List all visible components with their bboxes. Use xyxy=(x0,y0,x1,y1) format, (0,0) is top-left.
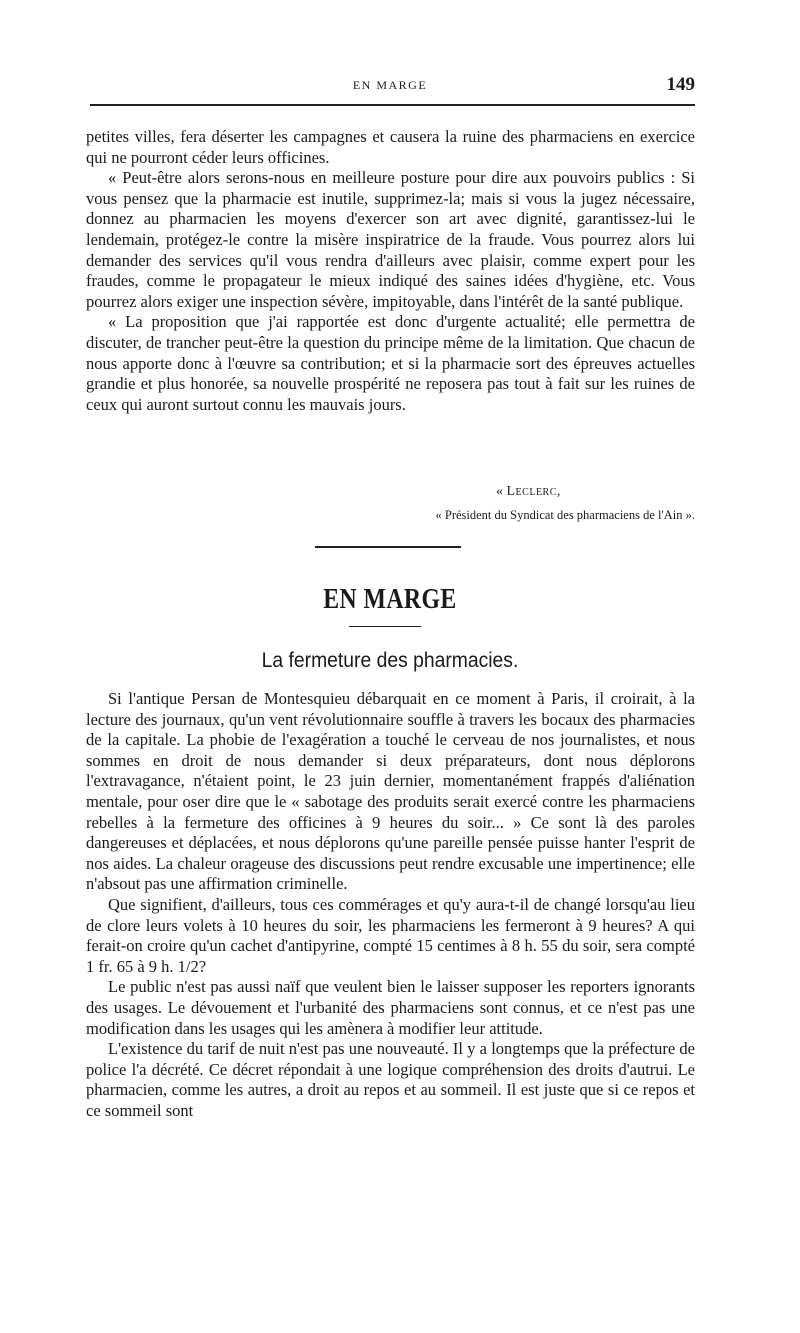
article-subtitle: La fermeture des pharmacies. xyxy=(261,649,519,672)
signature-quote-mark: « xyxy=(496,484,503,499)
section-title: EN MARGE xyxy=(323,583,457,615)
section-separator xyxy=(315,546,461,548)
signature xyxy=(496,484,561,500)
paragraph: petites villes, fera déserter les campagnes et causera la ruine des pharmaciens en exercice qui ne pourront céder leurs officines. xyxy=(86,127,695,167)
paragraph: Si l'antique Persan de Montesquieu débarquait en ce moment à Paris, il croirait, à la lecture des journaux, qu'un vent révolutionnaire souffle à travers les bocaux des pharmacies de la capitale. La phobie de l'exagération a touché le cerveau de nos journalistes, et nous sommes en droit de nous demander si deux préparateurs, dont nous déplorons l'extravagance, n'étaient point, le 23 juin dernier, momentanément frappés d'aliénation mentale, pour oser dire que le « sabotage des produits serait exercé contre les pharmaciens rebelles à la fermeture des officines à 9 heures du soir... » Ce sont là des paroles dangereuses et déplacées, et nous déplorons qu'une pareille pensée puisse hanter l'esprit de nos aides. La chaleur orageuse des discussions peut rendre excusable une impertinence; elle n'absout pas une affirmation criminelle. xyxy=(86,689,695,894)
header-rule xyxy=(90,104,695,106)
page-number: 149 xyxy=(666,74,695,95)
running-header xyxy=(85,76,695,98)
title-rule xyxy=(349,626,421,627)
signature-role: « Président du Syndicat des pharmaciens de l'Ain ». xyxy=(435,508,695,522)
paragraph: L'existence du tarif de nuit n'est pas une nouveauté. Il y a longtemps que la préfecture de police l'a décrété. Ce décret répondait à une logique compréhension des droits d'autrui. Le pharmacien, comme les autres, a droit au repos et au sommeil. Il est juste que si ce repos et ce sommeil sont xyxy=(86,1039,695,1120)
article-body xyxy=(86,689,695,1121)
running-title: EN MARGE xyxy=(352,78,428,92)
continued-article xyxy=(86,127,695,415)
signature-name: Leclerc, xyxy=(506,484,561,499)
paragraph: Que signifient, d'ailleurs, tous ces commérages et qu'y aura-t-il de changé lorsqu'au lieu de clore leurs volets à 10 heures du soir, les pharmaciens les fermeront à 9 heures? A qui ferait-on croire qu'un cachet d'antipyrine, compté 15 centimes à 8 h. 55 du soir, sera compté 1 fr. 65 à 9 h. 1/2? xyxy=(86,894,695,976)
paragraph: Le public n'est pas aussi naïf que veulent bien le laisser supposer les reporters ignorants des usages. Le dévouement et l'urbanité des pharmaciens sont connus, et ce n'est pas une modification dans les usages qui les amènera à modifier leur attitude. xyxy=(86,977,695,1038)
paragraph: « La proposition que j'ai rapportée est donc d'urgente actualité; elle permettra de discuter, de trancher peut-être la question du principe même de la limitation. Que chacun de nous apporte donc à l'œuvre sa contribution; et si la pharmacie sort des épreuves actuelles grandie et plus honorée, sa nouvelle prospérité ne reposera pas tout à fait sur les ruines de ceux qui auront surtout connu les mauvais jours. xyxy=(86,312,695,414)
paragraph: « Peut-être alors serons-nous en meilleure posture pour dire aux pouvoirs publics : Si vous pensez que la pharmacie est inutile, supprimez-la; mais si vous la jugez nécessaire, donnez au pharmacien les moyens d'exercer son art avec dignité, garantissez-lui le lendemain, protégez-le contre la misère inspiratrice de la fraude. Vous pourrez alors lui demander des services qu'il vous rendra d'ailleurs avec plaisir, comme expert pour les fraudes, comme le propagateur le mieux indiqué des saines idées d'hygiène, etc. Vous pourrez alors exiger une inspection sévère, impitoyable, dans l'intérêt de la santé publique. xyxy=(86,168,695,311)
